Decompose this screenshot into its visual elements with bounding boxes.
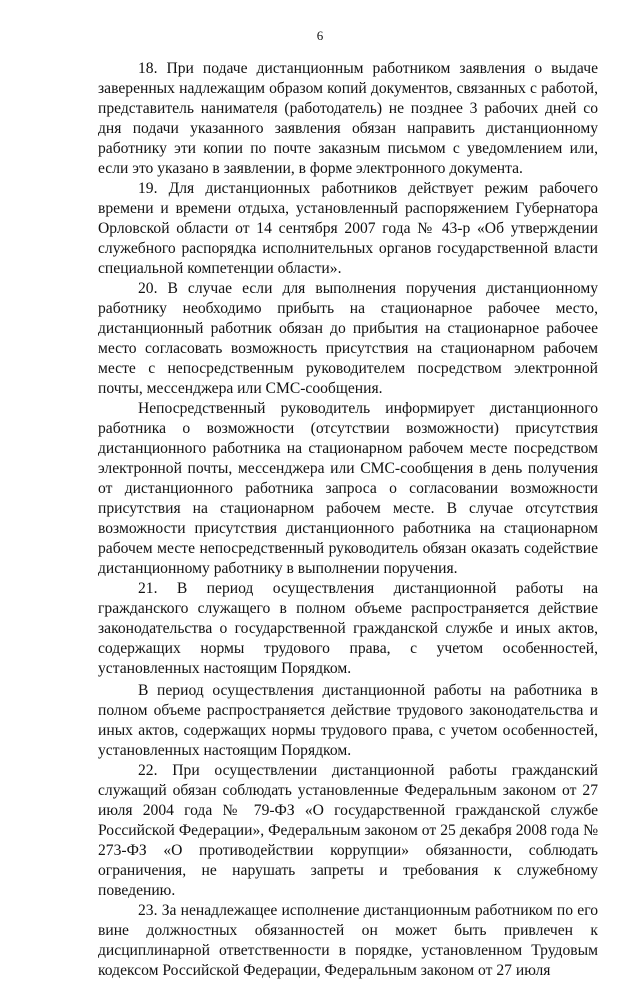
paragraph-21: 21. В период осуществления дистанционной работы на гражданского служащего в полном объеме распространяется действие законодательства о государственной гражданской службе и иных актов, содержащих нормы трудового права, с учетом особенностей, установленных настоящим Порядком. (98, 580, 598, 677)
page-number: 6 (316, 28, 324, 43)
paragraph-19: 19. Для дистанционных работников действует режим рабочего времени и времени отдыха, установленный распоряжением Губернатора Орловской области от 14 сентября 2007 года № 43-р «Об утверждении служебного распорядка исполнительных органов государственной власти специальной компетенции области». (98, 180, 598, 277)
paragraph-20-continuation: Непосредственный руководитель информирует дистанционного работника о возможности (отсутствии возможности) присутствия дистанционного работника на стационарном рабочем месте посредством электронной почты, мессенджера или СМС-сообщения в день получения от дистанционного работника запроса о согласовании возможности присутствия на стационарном рабочем месте. В случае отсутствия возможности присутствия дистанционного работника на стационарном рабочем месте непосредственный руководитель обязан оказать содействие дистанционному работнику в выполнении поручения. (98, 400, 598, 577)
paragraph-21-continuation: В период осуществления дистанционной работы на работника в полном объеме распространяется действие трудового законодательства и иных актов, содержащих нормы трудового права, с учетом особенностей, установленных настоящим Порядком. (98, 682, 598, 759)
paragraph-18: 18. При подаче дистанционным работником заявления о выдаче заверенных надлежащим образом копий документов, связанных с работой, представитель нанимателя (работодатель) не позднее 3 рабочих дней со дня подачи указанного заявления обязан направить дистанционному работнику эти копии по почте заказным письмом с уведомлением или, если это указано в заявлении, в форме электронного документа. (98, 60, 598, 177)
document-body (98, 59, 598, 981)
paragraph-23: 23. За ненадлежащее исполнение дистанционным работником по его вине должностных обязанностей он может быть привлечен к дисциплинарной ответственности в порядке, установленном Трудовым кодексом Российской Федерации, Федеральным законом от 27 июля (98, 902, 598, 979)
paragraph-22: 22. При осуществлении дистанционной работы гражданский служащий обязан соблюдать установленные Федеральным законом от 27 июля 2004 года № 79-ФЗ «О государственной гражданской службе Российской Федерации», Федеральным законом от 25 декабря 2008 года № 273-ФЗ «О противодействии коррупции» обязанности, соблюдать ограничения, не нарушать запреты и требования к служебному поведению. (98, 762, 598, 899)
paragraph-20: 20. В случае если для выполнения поручения дистанционному работнику необходимо прибыть на стационарное рабочее место, дистанционный работник обязан до прибытия на стационарное рабочее место согласовать возможность присутствия на стационарном рабочем месте с непосредственным руководителем посредством электронной почты, мессенджера или СМС-сообщения. (98, 280, 598, 397)
